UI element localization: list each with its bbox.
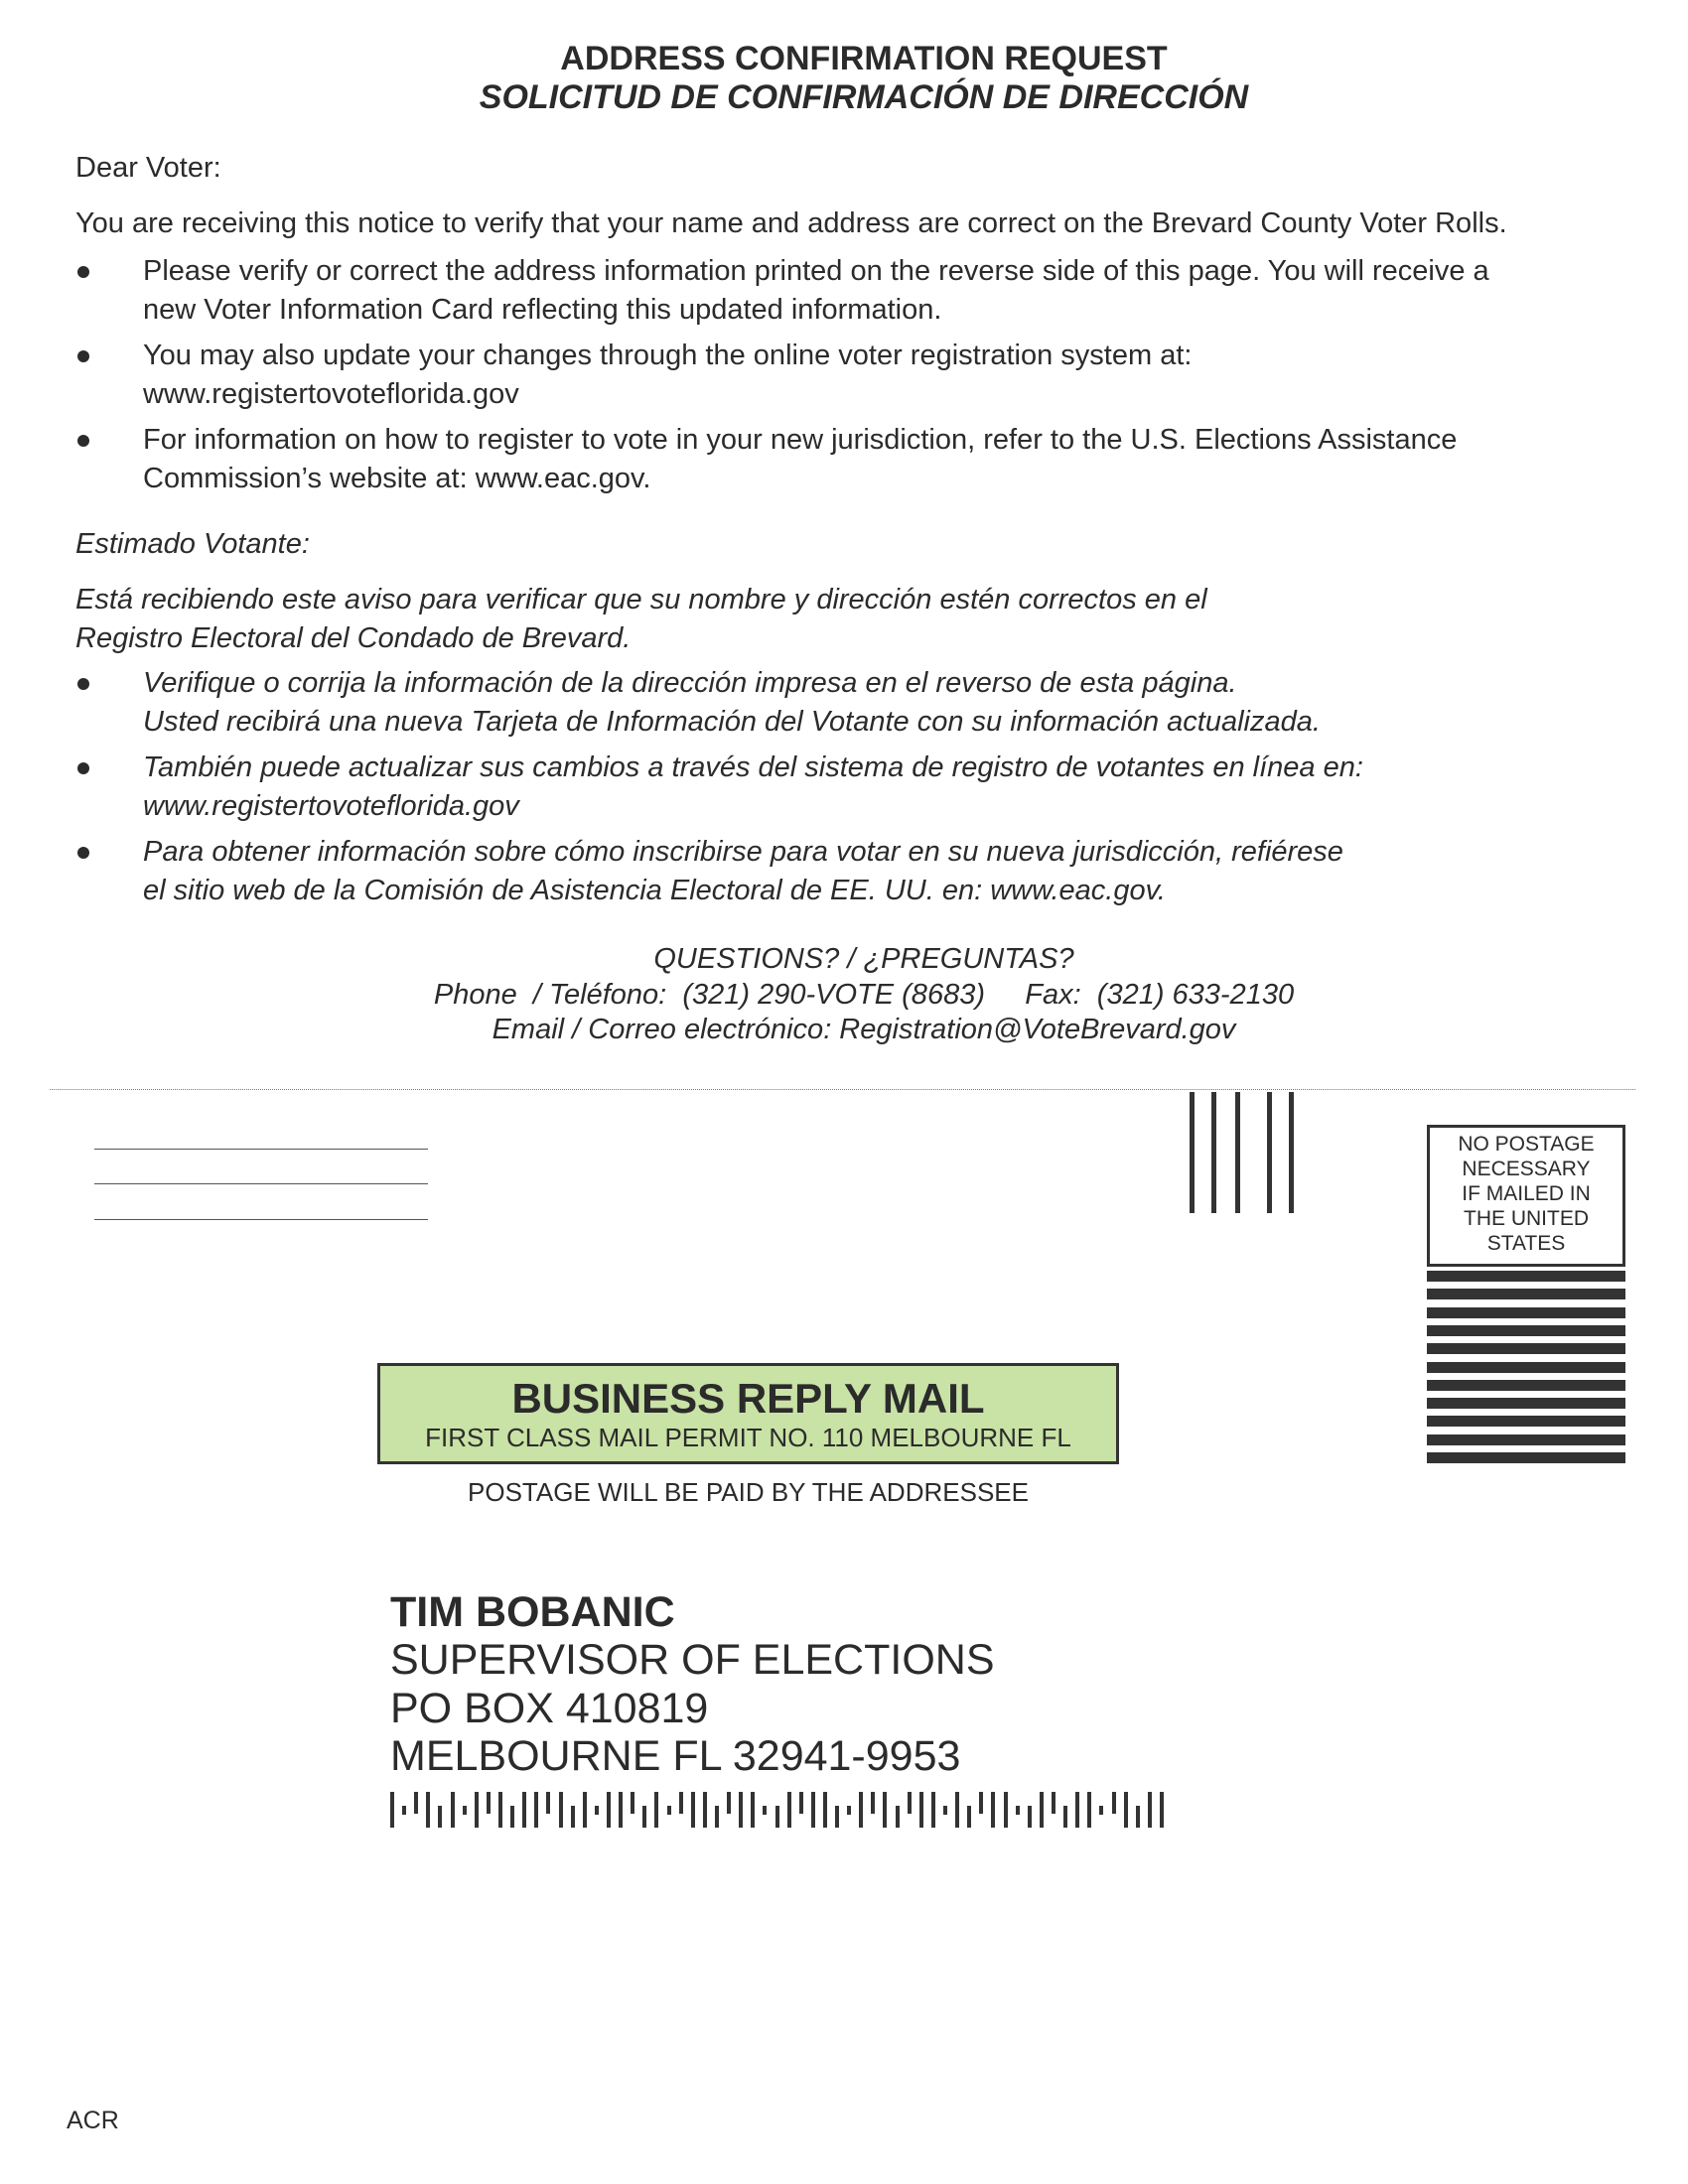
- address-name: TIM BOBANIC: [390, 1588, 675, 1636]
- barcode-bar: [787, 1792, 791, 1828]
- bullet-icon: [77, 266, 89, 278]
- barcode-bar: [642, 1806, 646, 1828]
- barcode-bar: [943, 1806, 947, 1815]
- barcode-bar: [571, 1806, 575, 1828]
- address-line-2: PO BOX 410819: [390, 1685, 709, 1732]
- barcode-bar: [1112, 1792, 1116, 1814]
- title-spanish: SOLICITUD DE CONFIRMACIÓN DE DIRECCIÓN: [479, 78, 1249, 116]
- title-english: ADDRESS CONFIRMATION REQUEST: [560, 40, 1168, 77]
- bullet-icon: [77, 847, 89, 859]
- no-postage-box: [1427, 1125, 1625, 1267]
- barcode-bar: [1063, 1806, 1067, 1828]
- bullet-es-1-line-1: Verifique o corrija la información de la dirección impresa en el reverso de esta página.: [143, 667, 1237, 699]
- barcode-bar: [835, 1806, 839, 1828]
- barcode-bar: [1075, 1792, 1079, 1828]
- barcode-bar: [908, 1792, 912, 1814]
- barcode-bar: [631, 1792, 634, 1814]
- barcode-bar: [607, 1792, 611, 1828]
- brm-title: BUSINESS REPLY MAIL: [511, 1375, 985, 1422]
- indicia-bar: [1427, 1380, 1625, 1391]
- indicia-bar: [1427, 1307, 1625, 1318]
- bullet-es-2-link[interactable]: www.registertovoteflorida.gov: [143, 790, 519, 822]
- barcode-bar: [823, 1792, 827, 1828]
- barcode-bar: [498, 1792, 502, 1828]
- barcode-bar: [715, 1806, 719, 1828]
- bullet-en-3-line-2: Commission’s website at: www.eac.gov.: [143, 463, 651, 494]
- address-line-1: SUPERVISOR OF ELECTIONS: [390, 1636, 995, 1684]
- barcode-bar: [390, 1792, 394, 1828]
- barcode-bar: [534, 1792, 538, 1828]
- bullet-es-3-line-1: Para obtener información sobre cómo inscribirse para votar en su nueva jurisdicción, refiérese: [143, 836, 1343, 868]
- barcode-bar: [847, 1806, 851, 1815]
- bullet-en-3-line-1: For information on how to register to vote in your new jurisdiction, refer to the U.S. Elections Assistance: [143, 424, 1458, 456]
- indicia-bar: [1427, 1416, 1625, 1427]
- barcode-bar: [727, 1792, 731, 1814]
- form-code: ACR: [67, 2107, 119, 2134]
- barcode-bar: [1028, 1806, 1032, 1828]
- barcode-bar: [475, 1792, 479, 1828]
- barcode-bar: [402, 1806, 406, 1815]
- barcode-bar: [510, 1806, 514, 1828]
- return-address-line: [94, 1219, 428, 1220]
- barcode-bar: [679, 1792, 683, 1814]
- barcode-bar: [751, 1792, 755, 1828]
- bullet-en-1-line-1: Please verify or correct the address information printed on the reverse side of this page. You will receive a: [143, 255, 1489, 287]
- barcode-bar: [871, 1792, 875, 1814]
- stamp-line: THE UNITED: [1464, 1207, 1589, 1230]
- barcode-bar: [991, 1792, 995, 1828]
- bullet-en-1-line-2: new Voter Information Card reflecting this updated information.: [143, 294, 942, 326]
- barcode-bar: [896, 1806, 900, 1828]
- bullet-icon: [77, 678, 89, 690]
- barcode-bar: [667, 1806, 671, 1815]
- brm-permit: FIRST CLASS MAIL PERMIT NO. 110 MELBOURNE FL: [425, 1423, 1071, 1452]
- bullet-es-3-line-2: el sitio web de la Comisión de Asistencia Electoral de EE. UU. en: www.eac.gov.: [143, 875, 1166, 906]
- contact-phone: Phone / Teléfono: (321) 290-VOTE (8683) Fax: (321) 633-2130: [433, 979, 1295, 1011]
- barcode-bar: [691, 1792, 695, 1828]
- indicia-bar: [1427, 1343, 1625, 1354]
- bullet-es-2-line-1: También puede actualizar sus cambios a través del sistema de registro de votantes en línea en:: [143, 751, 1363, 783]
- indicia-bar: [1427, 1325, 1625, 1336]
- barcode-bar: [619, 1792, 623, 1828]
- barcode-bar: [775, 1806, 779, 1828]
- salutation-spanish: Estimado Votante:: [75, 528, 310, 560]
- barcode-bar: [414, 1792, 418, 1814]
- barcode-bar: [967, 1806, 971, 1828]
- barcode-bar: [583, 1792, 587, 1828]
- postage-note: POSTAGE WILL BE PAID BY THE ADDRESSEE: [468, 1477, 1029, 1507]
- barcode-bar: [931, 1792, 935, 1828]
- salutation-english: Dear Voter:: [75, 152, 221, 184]
- stamp-line: NO POSTAGE: [1458, 1133, 1595, 1156]
- indicia-bar: [1427, 1452, 1625, 1463]
- barcode-bar: [1087, 1792, 1091, 1828]
- tear-line: [50, 1089, 1635, 1090]
- barcode-bar: [1160, 1792, 1164, 1828]
- barcode-bar: [703, 1792, 707, 1828]
- indicia-bar: [1427, 1434, 1625, 1445]
- address-line-3: MELBOURNE FL 32941-9953: [390, 1732, 961, 1780]
- barcode-bar: [559, 1792, 563, 1828]
- intro-english: You are receiving this notice to verify that your name and address are correct on the Brevard County Voter Rolls.: [75, 207, 1507, 239]
- stamp-line: STATES: [1486, 1232, 1566, 1255]
- barcode-bar: [546, 1792, 550, 1814]
- barcode-bar: [426, 1792, 430, 1828]
- bullet-icon: [77, 762, 89, 774]
- barcode-bar: [739, 1792, 743, 1828]
- barcode-bar: [799, 1792, 803, 1814]
- indicia-bar: [1427, 1362, 1625, 1373]
- barcode-bar: [1124, 1792, 1128, 1828]
- barcode-bar: [1099, 1806, 1103, 1815]
- bullet-en-2-line-1: You may also update your changes through the online voter registration system at:: [143, 340, 1193, 371]
- barcode-bar: [654, 1792, 658, 1828]
- barcode-bar: [487, 1792, 491, 1814]
- indicia-bar: [1427, 1289, 1625, 1299]
- barcode-bar: [463, 1806, 467, 1815]
- return-address-line: [94, 1183, 428, 1184]
- bullet-es-1-line-2: Usted recibirá una nueva Tarjeta de Información del Votante con su información actualizada.: [143, 706, 1321, 738]
- bullet-en-2-link[interactable]: www.registertovoteflorida.gov: [143, 378, 519, 410]
- questions-heading: QUESTIONS? / ¿PREGUNTAS?: [653, 943, 1074, 975]
- contact-email[interactable]: Email / Correo electrónico: Registration@VoteBrevard.gov: [492, 1014, 1236, 1045]
- bullet-icon: [77, 350, 89, 362]
- barcode-bar: [1016, 1806, 1020, 1815]
- barcode-bar: [1040, 1792, 1044, 1828]
- intro-spanish-line-1: Está recibiendo este aviso para verificar que su nombre y dirección estén correctos en el: [75, 584, 1207, 615]
- stamp-line: IF MAILED IN: [1462, 1182, 1591, 1205]
- barcode-bar: [1052, 1792, 1055, 1814]
- barcode-bar: [1148, 1792, 1152, 1828]
- barcode-bar: [1136, 1806, 1140, 1828]
- barcode-bar: [883, 1792, 887, 1828]
- bullet-icon: [77, 435, 89, 447]
- intro-spanish-line-2: Registro Electoral del Condado de Brevard.: [75, 622, 632, 654]
- barcode-bar: [919, 1792, 923, 1828]
- stamp-line: NECESSARY: [1462, 1158, 1591, 1180]
- barcode-bar: [811, 1792, 815, 1828]
- barcode-bar: [451, 1792, 455, 1828]
- barcode-bar: [1004, 1792, 1008, 1828]
- barcode-bar: [595, 1806, 599, 1815]
- barcode-bar: [979, 1792, 983, 1814]
- barcode-bar: [438, 1806, 442, 1828]
- indicia-bar: [1427, 1271, 1625, 1282]
- return-address-line: [94, 1149, 428, 1150]
- business-reply-mail-box: [377, 1363, 1119, 1464]
- barcode-bar: [859, 1792, 863, 1828]
- barcode-bar: [763, 1806, 767, 1815]
- indicia-bar: [1427, 1398, 1625, 1409]
- barcode-bar: [955, 1792, 959, 1828]
- barcode-bar: [522, 1792, 526, 1828]
